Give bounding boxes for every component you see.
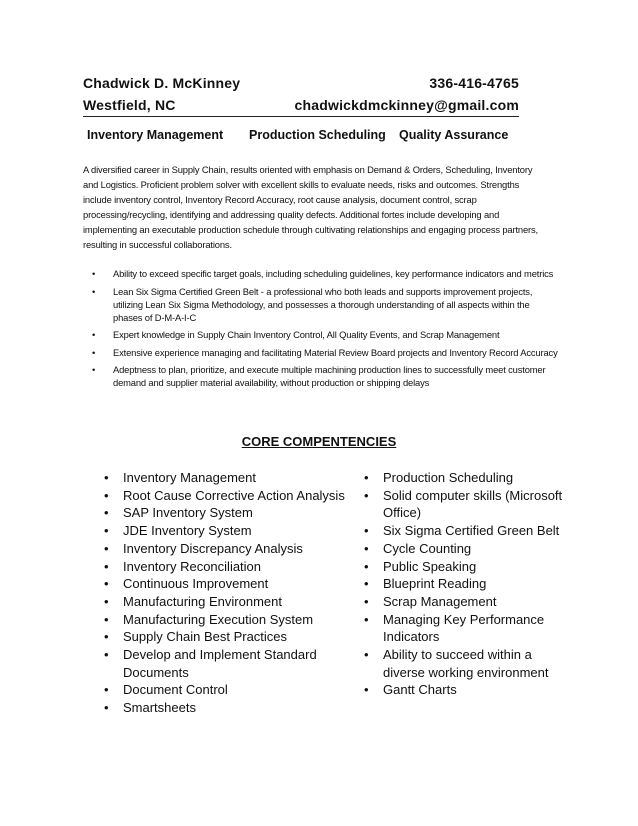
bullet-icon: • <box>364 593 369 609</box>
competency-item: • Supply Chain Best Practices <box>104 629 288 645</box>
competency-item: • Develop and Implement Standard Documents <box>104 647 317 680</box>
competency-item: • Inventory Management <box>104 470 256 485</box>
bullet-icon: • <box>104 540 109 556</box>
location: Westfield, NC <box>83 97 176 113</box>
competency-item: • Six Sigma Certified Green Belt <box>364 523 560 539</box>
competencies-right-column <box>364 469 564 699</box>
bullet-icon: • <box>104 682 109 698</box>
bullet-icon: • <box>104 487 109 503</box>
achievement-item: • Extensive experience managing and facilitating Material Review Board projects and Inventory Record Accuracy <box>92 346 558 358</box>
focus-area-inventory: Inventory Management <box>87 128 224 142</box>
core-competencies-heading: CORE COMPENTENCIES <box>241 434 397 449</box>
bullet-icon: • <box>364 470 369 485</box>
bullet-icon: • <box>104 523 109 539</box>
competency-item: • SAP Inventory System <box>104 505 253 521</box>
bullet-icon: • <box>104 629 109 645</box>
competency-item: • Blueprint Reading <box>364 576 487 592</box>
achievement-item: • Expert knowledge in Supply Chain Inventory Control, All Quality Events, and Scrap Management <box>92 329 500 340</box>
bullet-icon: • <box>364 540 369 556</box>
achievements-list <box>88 267 558 394</box>
competency-item: • Gantt Charts <box>364 682 457 698</box>
competency-item: • Production Scheduling <box>364 470 514 485</box>
achievement-item: • Lean Six Sigma Certified Green Belt - a professional who both leads and supports improvement projects, utilizing Lean Six Sigma Methodology, and possesses a thorough understanding of all aspects within the phases of D-M-A-I-C <box>92 285 533 323</box>
bullet-icon: • <box>104 593 109 609</box>
focus-area-scheduling: Production Scheduling <box>249 128 386 142</box>
bullet-icon: • <box>364 558 369 574</box>
bullet-icon: • <box>92 329 96 340</box>
competency-item: • Solid computer skills (Microsoft Office) <box>364 487 563 521</box>
bullet-icon: • <box>104 558 109 574</box>
competency-item: • Continuous Improvement <box>104 576 269 592</box>
bullet-icon: • <box>104 470 109 485</box>
header-divider <box>83 116 519 117</box>
competency-item: • Root Cause Corrective Action Analysis <box>104 487 345 503</box>
bullet-icon: • <box>104 505 109 521</box>
bullet-icon: • <box>364 682 369 698</box>
bullet-icon: • <box>104 576 109 592</box>
header-row-1 <box>83 75 519 95</box>
competency-item: • JDE Inventory System <box>104 523 252 539</box>
competency-item: • Scrap Management <box>364 593 497 609</box>
competency-item: • Ability to succeed within a diverse working environment <box>364 647 549 680</box>
bullet-icon: • <box>92 268 96 279</box>
bullet-icon: • <box>364 647 369 663</box>
bullet-icon: • <box>104 611 109 627</box>
bullet-icon: • <box>364 611 369 627</box>
header-row-2 <box>83 97 519 117</box>
competency-item: • Manufacturing Environment <box>104 593 282 609</box>
competency-item: • Document Control <box>104 682 228 698</box>
competencies-left-column <box>104 469 354 717</box>
bullet-icon: • <box>92 346 96 358</box>
bullet-icon: • <box>364 523 369 539</box>
bullet-icon: • <box>104 647 109 663</box>
phone-number[interactable]: 336-416-4765 <box>429 75 519 91</box>
focus-area-quality: Quality Assurance <box>399 128 509 142</box>
summary-paragraph: A diversified career in Supply Chain, results oriented with emphasis on Demand & Orders, Scheduling, Inventory and Logistics. Proficient problem solver with excellent skills to evaluate needs, risks and outcomes. Strengths include inventory control, Inventory Record Accuracy, root cause analysis, document control, scrap processing/recycling, identifying and addressing quality defects. Additional fortes include developing and implementing an executable production schedule through cultivating relationships and engaging process partners, resulting in successful collaborations. <box>83 164 539 250</box>
competency-item: • Public Speaking <box>364 558 477 574</box>
competency-item: • Smartsheets <box>104 700 196 716</box>
competency-item: • Inventory Discrepancy Analysis <box>104 540 303 556</box>
competency-item: • Managing Key Performance Indicators <box>364 611 545 645</box>
bullet-icon: • <box>364 487 369 503</box>
bullet-icon: • <box>92 364 96 375</box>
bullet-icon: • <box>364 576 369 592</box>
achievement-item: • Ability to exceed specific target goals, including scheduling guidelines, key performance indicators and metrics <box>92 268 554 279</box>
candidate-name: Chadwick D. McKinney <box>83 75 241 91</box>
competency-item: • Inventory Reconciliation <box>104 558 262 574</box>
achievement-item: • Adeptness to plan, prioritize, and execute multiple machining production lines to successfully meet customer demand and supplier material availability, without production or shipping delays <box>92 364 546 388</box>
bullet-icon: • <box>92 285 96 297</box>
competency-item: • Manufacturing Execution System <box>104 611 314 627</box>
email-link[interactable]: chadwickdmckinney@gmail.com <box>294 97 519 113</box>
bullet-icon: • <box>104 700 109 716</box>
competency-item: • Cycle Counting <box>364 540 472 556</box>
